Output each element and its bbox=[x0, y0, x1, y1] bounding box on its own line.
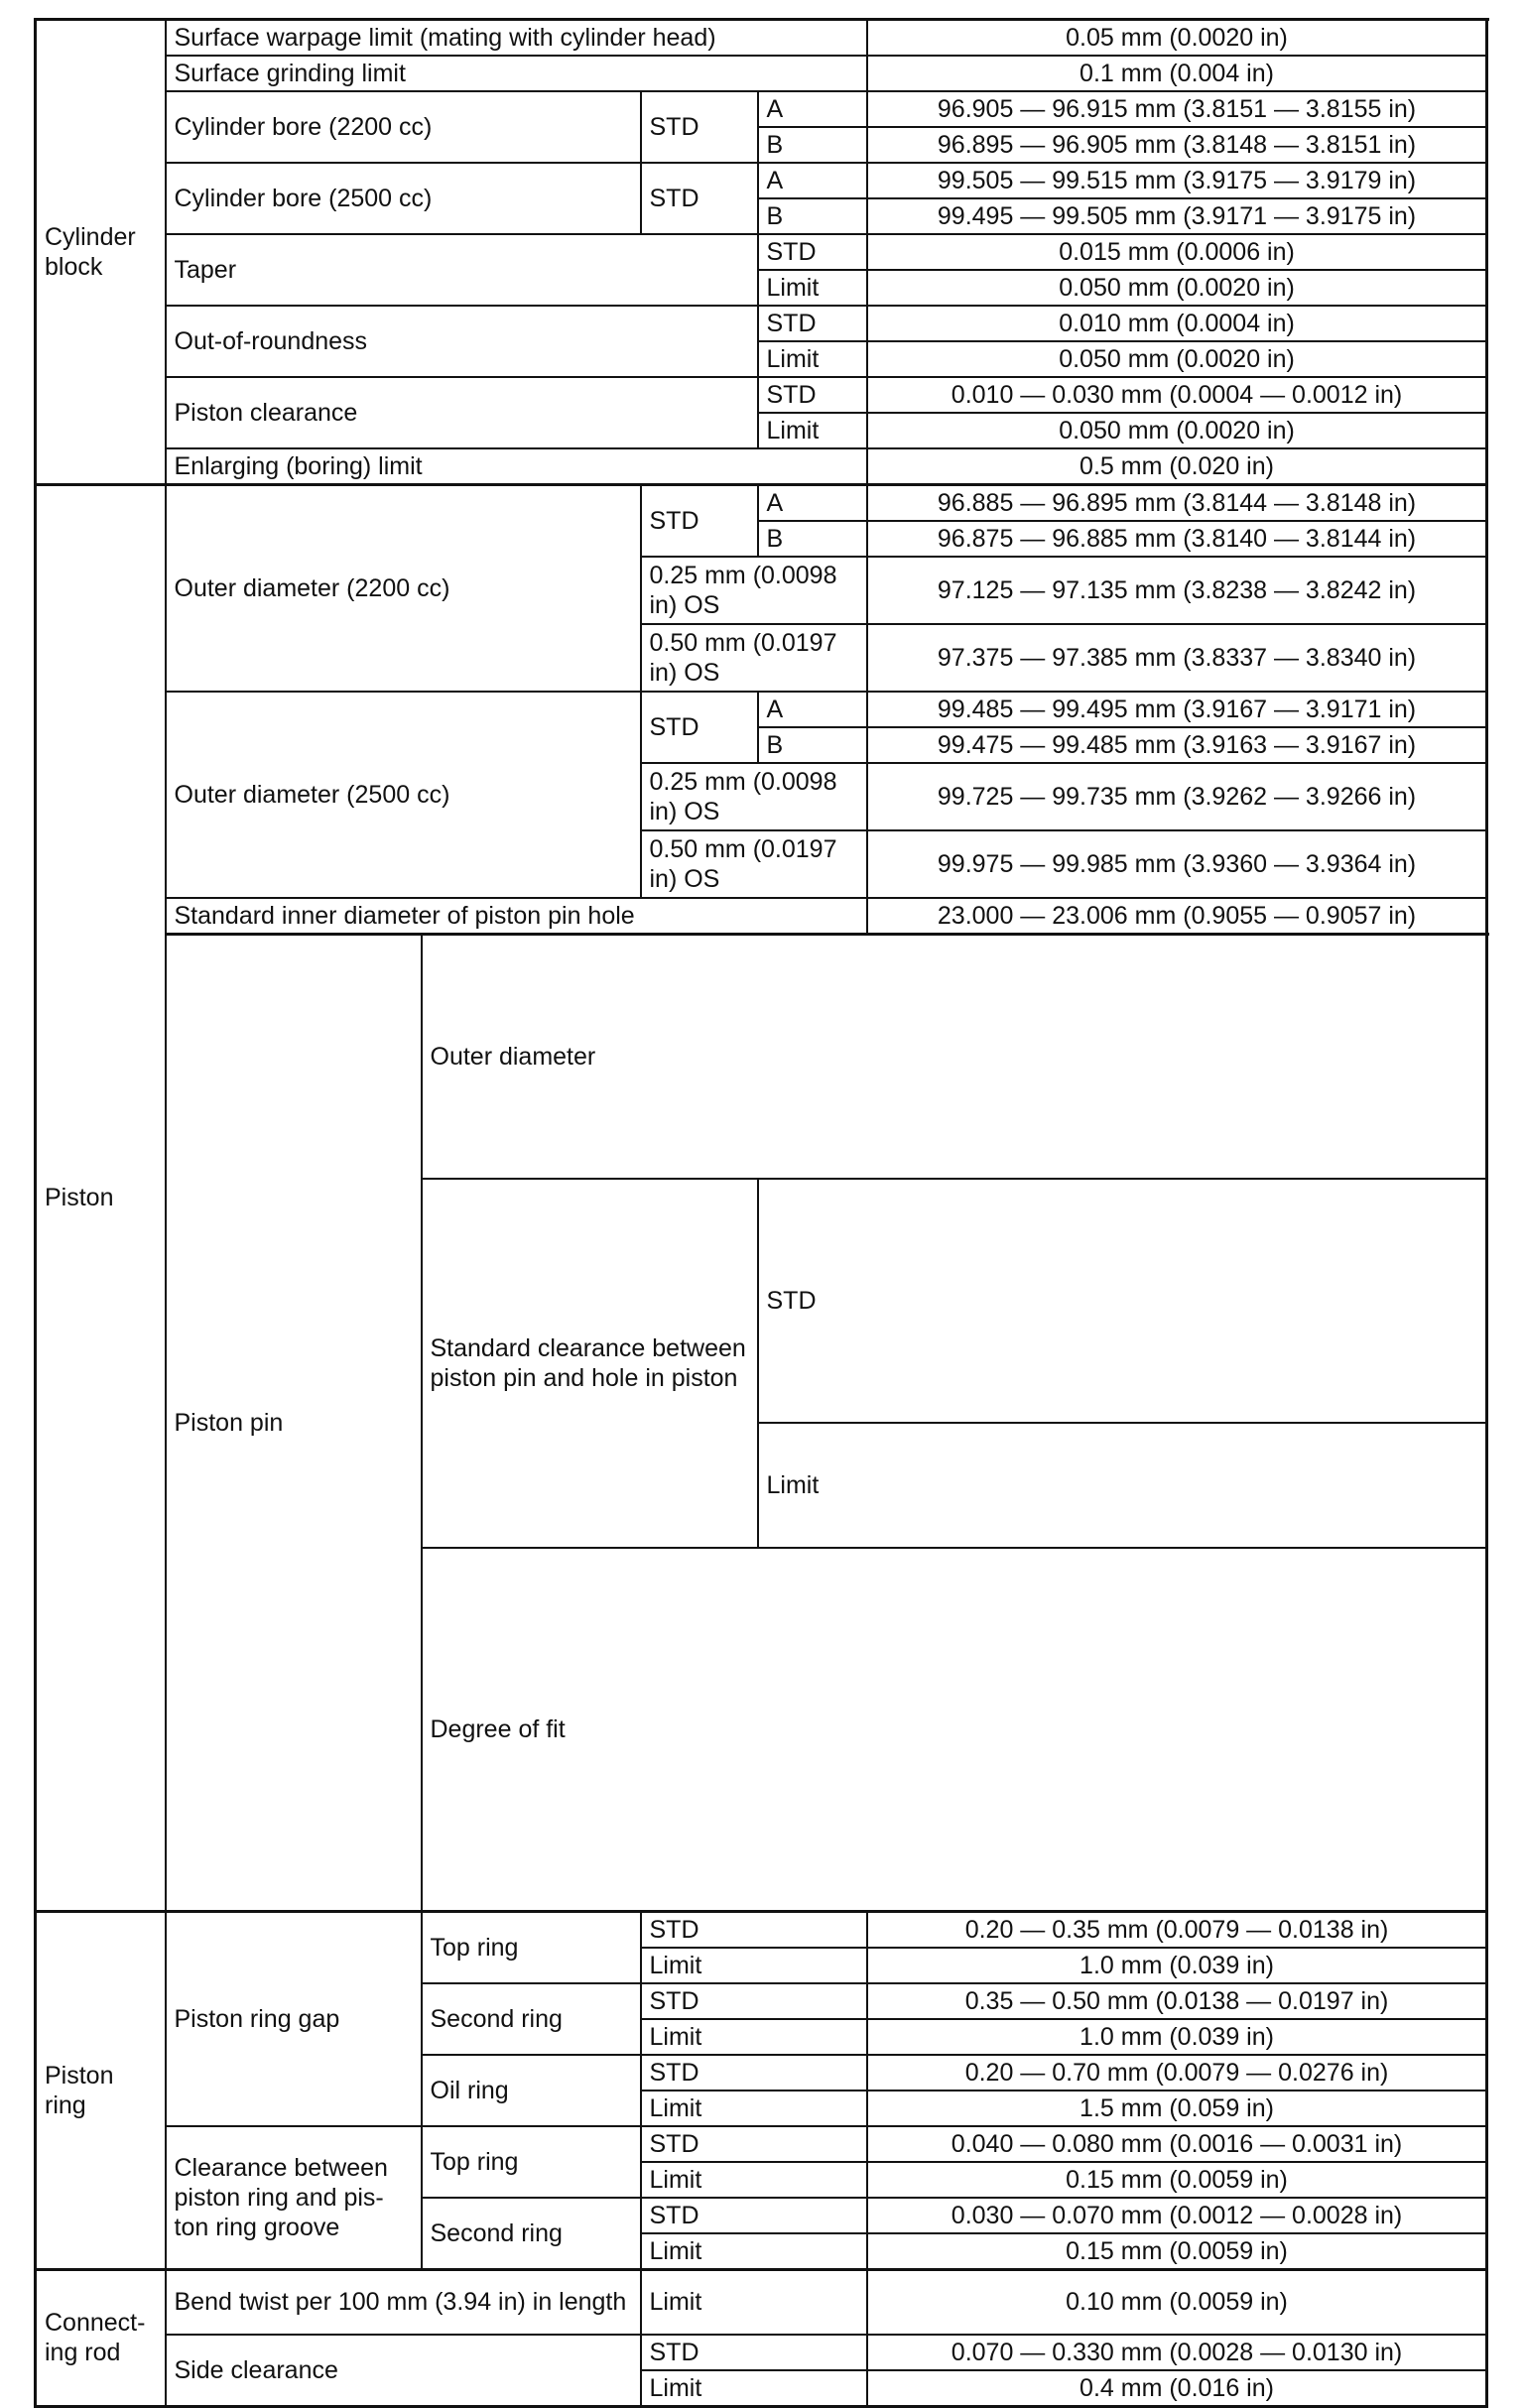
spec-value: 0.015 mm (0.0006 in) bbox=[867, 234, 1487, 270]
std-label: STD bbox=[758, 1179, 1487, 1423]
spec-value: 0.010 mm (0.0004 in) bbox=[867, 306, 1487, 341]
limit-label: Limit bbox=[758, 1423, 1487, 1548]
limit-label: Limit bbox=[641, 2019, 867, 2055]
item-label: Cylinder bore (2200 cc) bbox=[166, 91, 641, 163]
limit-label: Limit bbox=[641, 2091, 867, 2126]
ring-label: Top ring bbox=[422, 1911, 641, 1983]
grade-label: B bbox=[758, 127, 867, 163]
item-label: Degree of fit bbox=[422, 1548, 1487, 1911]
grade-label: A bbox=[758, 692, 867, 727]
table-row bbox=[36, 1911, 1487, 1948]
spec-value: 97.375 — 97.385 mm (3.8337 — 3.8340 in) bbox=[867, 624, 1487, 692]
category-piston-ring: Piston ring bbox=[36, 1911, 166, 2269]
ring-label: Second ring bbox=[422, 1983, 641, 2055]
spec-value: 0.05 mm (0.0020 in) bbox=[867, 20, 1487, 57]
spec-value: 96.885 — 96.895 mm (3.8144 — 3.8148 in) bbox=[867, 485, 1487, 522]
grade-label: B bbox=[758, 727, 867, 763]
spec-value: 0.20 — 0.35 mm (0.0079 — 0.0138 in) bbox=[867, 1911, 1487, 1948]
table-row bbox=[36, 898, 1487, 935]
limit-label: Limit bbox=[641, 2269, 867, 2335]
spec-value: 0.070 — 0.330 mm (0.0028 — 0.0130 in) bbox=[867, 2335, 1487, 2370]
spec-value: 99.485 — 99.495 mm (3.9167 — 3.9171 in) bbox=[867, 692, 1487, 727]
item-label: Standard clearance between piston pin and hole in piston bbox=[422, 1179, 758, 1548]
item-label: Out-of-roundness bbox=[166, 306, 758, 377]
item-label: Standard inner diameter of piston pin hole bbox=[166, 898, 867, 935]
limit-label: Limit bbox=[758, 413, 867, 448]
grade-label: B bbox=[758, 521, 867, 557]
spec-value: 0.20 — 0.70 mm (0.0079 — 0.0276 in) bbox=[867, 2055, 1487, 2091]
std-label: STD bbox=[758, 377, 867, 413]
spec-value: 96.875 — 96.885 mm (3.8140 — 3.8144 in) bbox=[867, 521, 1487, 557]
item-label: Outer diameter bbox=[422, 935, 1487, 1180]
item-label: Cylinder bore (2500 cc) bbox=[166, 163, 641, 234]
table-row bbox=[36, 485, 1487, 522]
std-label: STD bbox=[758, 234, 867, 270]
item-label: Clearance between piston ring and pis-ton ring groove bbox=[166, 2126, 422, 2270]
spec-value: 0.010 — 0.030 mm (0.0004 — 0.0012 in) bbox=[867, 377, 1487, 413]
category-cylinder-block: Cylinder block bbox=[36, 20, 166, 485]
oversize-label: 0.50 mm (0.0197 in) OS bbox=[641, 624, 867, 692]
table-row bbox=[36, 91, 1487, 127]
spec-value: 0.050 mm (0.0020 in) bbox=[867, 413, 1487, 448]
spec-value: 99.475 — 99.485 mm (3.9163 — 3.9167 in) bbox=[867, 727, 1487, 763]
limit-label: Limit bbox=[641, 2162, 867, 2198]
table-row bbox=[36, 20, 1487, 57]
category-piston-pin: Piston pin bbox=[166, 935, 422, 1912]
table-row bbox=[36, 306, 1487, 341]
item-label: Piston ring gap bbox=[166, 1911, 422, 2126]
spec-value: 0.5 mm (0.020 in) bbox=[867, 448, 1487, 485]
spec-value: 0.040 — 0.080 mm (0.0016 — 0.0031 in) bbox=[867, 2126, 1487, 2162]
table-row bbox=[36, 2126, 1487, 2162]
std-label: STD bbox=[641, 2055, 867, 2091]
category-connecting-rod: Connect-ing rod bbox=[36, 2269, 166, 2407]
spec-value: 99.725 — 99.735 mm (3.9262 — 3.9266 in) bbox=[867, 763, 1487, 830]
spec-value: 0.050 mm (0.0020 in) bbox=[867, 270, 1487, 306]
spec-value: 1.0 mm (0.039 in) bbox=[867, 1948, 1487, 1983]
specifications-table bbox=[34, 18, 1488, 2408]
limit-label: Limit bbox=[758, 341, 867, 377]
spec-value: 0.030 — 0.070 mm (0.0012 — 0.0028 in) bbox=[867, 2198, 1487, 2233]
table-row bbox=[36, 163, 1487, 198]
item-label: Outer diameter (2200 cc) bbox=[166, 485, 641, 693]
grade-label: A bbox=[758, 163, 867, 198]
limit-label: Limit bbox=[641, 2370, 867, 2407]
std-label: STD bbox=[641, 1911, 867, 1948]
table-row bbox=[36, 935, 1487, 1180]
oversize-label: 0.25 mm (0.0098 in) OS bbox=[641, 557, 867, 624]
spec-value: 1.5 mm (0.059 in) bbox=[867, 2091, 1487, 2126]
std-label: STD bbox=[641, 2198, 867, 2233]
spec-value: 99.505 — 99.515 mm (3.9175 — 3.9179 in) bbox=[867, 163, 1487, 198]
std-label: STD bbox=[641, 692, 758, 763]
table-row bbox=[36, 2269, 1487, 2335]
table-row bbox=[36, 692, 1487, 727]
grade-label: A bbox=[758, 485, 867, 522]
spec-value: 0.15 mm (0.0059 in) bbox=[867, 2233, 1487, 2270]
spec-value: 0.4 mm (0.016 in) bbox=[867, 2370, 1487, 2407]
spec-value: 99.495 — 99.505 mm (3.9171 — 3.9175 in) bbox=[867, 198, 1487, 234]
spec-value: 0.35 — 0.50 mm (0.0138 — 0.0197 in) bbox=[867, 1983, 1487, 2019]
std-label: STD bbox=[641, 2126, 867, 2162]
item-label: Taper bbox=[166, 234, 758, 306]
item-label: Surface warpage limit (mating with cylinder head) bbox=[166, 20, 867, 57]
item-label: Side clearance bbox=[166, 2335, 641, 2407]
std-label: STD bbox=[641, 163, 758, 234]
spec-value: 0.15 mm (0.0059 in) bbox=[867, 2162, 1487, 2198]
limit-label: Limit bbox=[641, 1948, 867, 1983]
table-row bbox=[36, 56, 1487, 91]
item-label: Surface grinding limit bbox=[166, 56, 867, 91]
grade-label: A bbox=[758, 91, 867, 127]
spec-value: 99.975 — 99.985 mm (3.9360 — 3.9364 in) bbox=[867, 830, 1487, 898]
std-label: STD bbox=[641, 1983, 867, 2019]
spec-value: 1.0 mm (0.039 in) bbox=[867, 2019, 1487, 2055]
table-row bbox=[36, 377, 1487, 413]
spec-value: 0.10 mm (0.0059 in) bbox=[867, 2269, 1487, 2335]
std-label: STD bbox=[758, 306, 867, 341]
item-label: Outer diameter (2500 cc) bbox=[166, 692, 641, 898]
std-label: STD bbox=[641, 91, 758, 163]
table-row bbox=[36, 2335, 1487, 2370]
table-row bbox=[36, 448, 1487, 485]
spec-value: 23.000 — 23.006 mm (0.9055 — 0.9057 in) bbox=[867, 898, 1487, 935]
item-label: Piston clearance bbox=[166, 377, 758, 448]
spec-value: 96.905 — 96.915 mm (3.8151 — 3.8155 in) bbox=[867, 91, 1487, 127]
oversize-label: 0.50 mm (0.0197 in) OS bbox=[641, 830, 867, 898]
ring-label: Oil ring bbox=[422, 2055, 641, 2126]
category-piston: Piston bbox=[36, 485, 166, 1912]
grade-label: B bbox=[758, 198, 867, 234]
spec-value: 0.050 mm (0.0020 in) bbox=[867, 341, 1487, 377]
item-label: Enlarging (boring) limit bbox=[166, 448, 867, 485]
ring-label: Top ring bbox=[422, 2126, 641, 2198]
std-label: STD bbox=[641, 2335, 867, 2370]
oversize-label: 0.25 mm (0.0098 in) OS bbox=[641, 763, 867, 830]
spec-value: 96.895 — 96.905 mm (3.8148 — 3.8151 in) bbox=[867, 127, 1487, 163]
limit-label: Limit bbox=[758, 270, 867, 306]
table-row bbox=[36, 234, 1487, 270]
std-label: STD bbox=[641, 485, 758, 558]
limit-label: Limit bbox=[641, 2233, 867, 2270]
spec-value: 97.125 — 97.135 mm (3.8238 — 3.8242 in) bbox=[867, 557, 1487, 624]
item-label: Bend twist per 100 mm (3.94 in) in length bbox=[166, 2269, 641, 2335]
spec-value: 0.1 mm (0.004 in) bbox=[867, 56, 1487, 91]
ring-label: Second ring bbox=[422, 2198, 641, 2270]
